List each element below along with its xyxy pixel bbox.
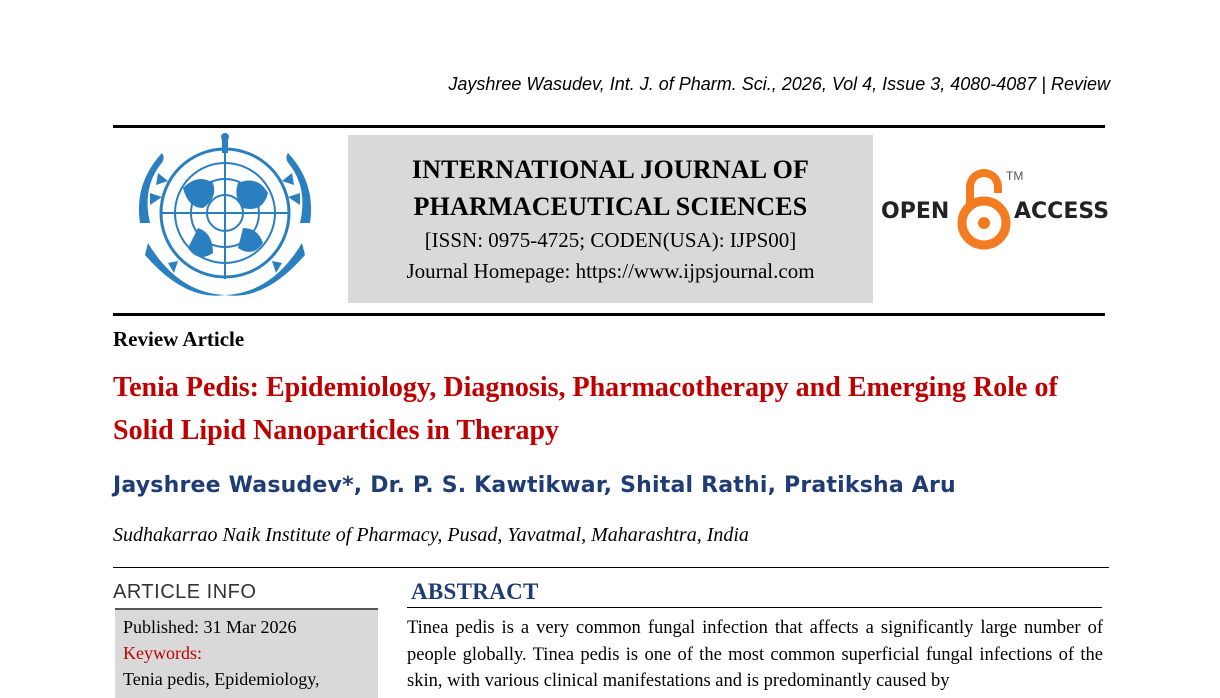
journal-issn: [ISSN: 0975-4725; CODEN(USA): IJPS00] <box>424 228 797 252</box>
affiliation: Sudhakarrao Naik Institute of Pharmacy, Pusad, Yavatmal, Maharashtra, India <box>113 524 749 546</box>
top-rule <box>113 125 1105 128</box>
running-head: Jayshree Wasudev, Int. J. of Pharm. Sci., 2026, Vol 4, Issue 3, 4080-4087 | Review <box>448 74 1110 94</box>
article-type: Review Article <box>113 327 245 351</box>
trademark-mark: TM <box>1006 169 1024 183</box>
keywords: Tenia pedis, Epidemiology, <box>123 669 320 689</box>
open-access-right-text: ACCESS <box>1014 199 1110 224</box>
journal-homepage: Journal Homepage: https://www.ijpsjournal.com <box>406 259 815 283</box>
open-access-logo <box>878 163 1108 253</box>
affiliation-rule <box>113 567 1109 568</box>
article-title: Tenia Pedis: Epidemiology, Diagnosis, Pharmacotherapy and Emerging Role of Solid Lipid Nanoparticles in Therapy <box>113 372 1058 446</box>
abstract-text: Tinea pedis is a very common fungal infection that affects a significantly large number of people globally. Tinea pedis is one of the most common superficial fungal infections of the skin, with various clinical manifestations and is predominantly caused by <box>407 618 1103 691</box>
journal-title-line1: INTERNATIONAL JOURNAL OF <box>411 155 810 184</box>
author-list: Jayshree Wasudev*, Dr. P. S. Kawtikwar, Shital Rathi, Pratiksha Aru <box>113 473 956 498</box>
open-access-left-text: OPEN <box>881 199 950 224</box>
abstract-heading: ABSTRACT <box>411 579 539 604</box>
article-info-box <box>115 608 378 698</box>
published-date: Published: 31 Mar 2026 <box>123 617 297 637</box>
bottom-banner-rule <box>113 313 1105 316</box>
un-emblem-logo <box>128 133 322 305</box>
abstract-rule <box>407 607 1102 608</box>
open-lock-icon <box>956 165 1012 253</box>
journal-title-line2: PHARMACEUTICAL SCIENCES <box>413 192 808 221</box>
keywords-label: Keywords: <box>123 643 202 663</box>
journal-banner <box>348 135 873 303</box>
article-info-heading: ARTICLE INFO <box>113 581 257 603</box>
